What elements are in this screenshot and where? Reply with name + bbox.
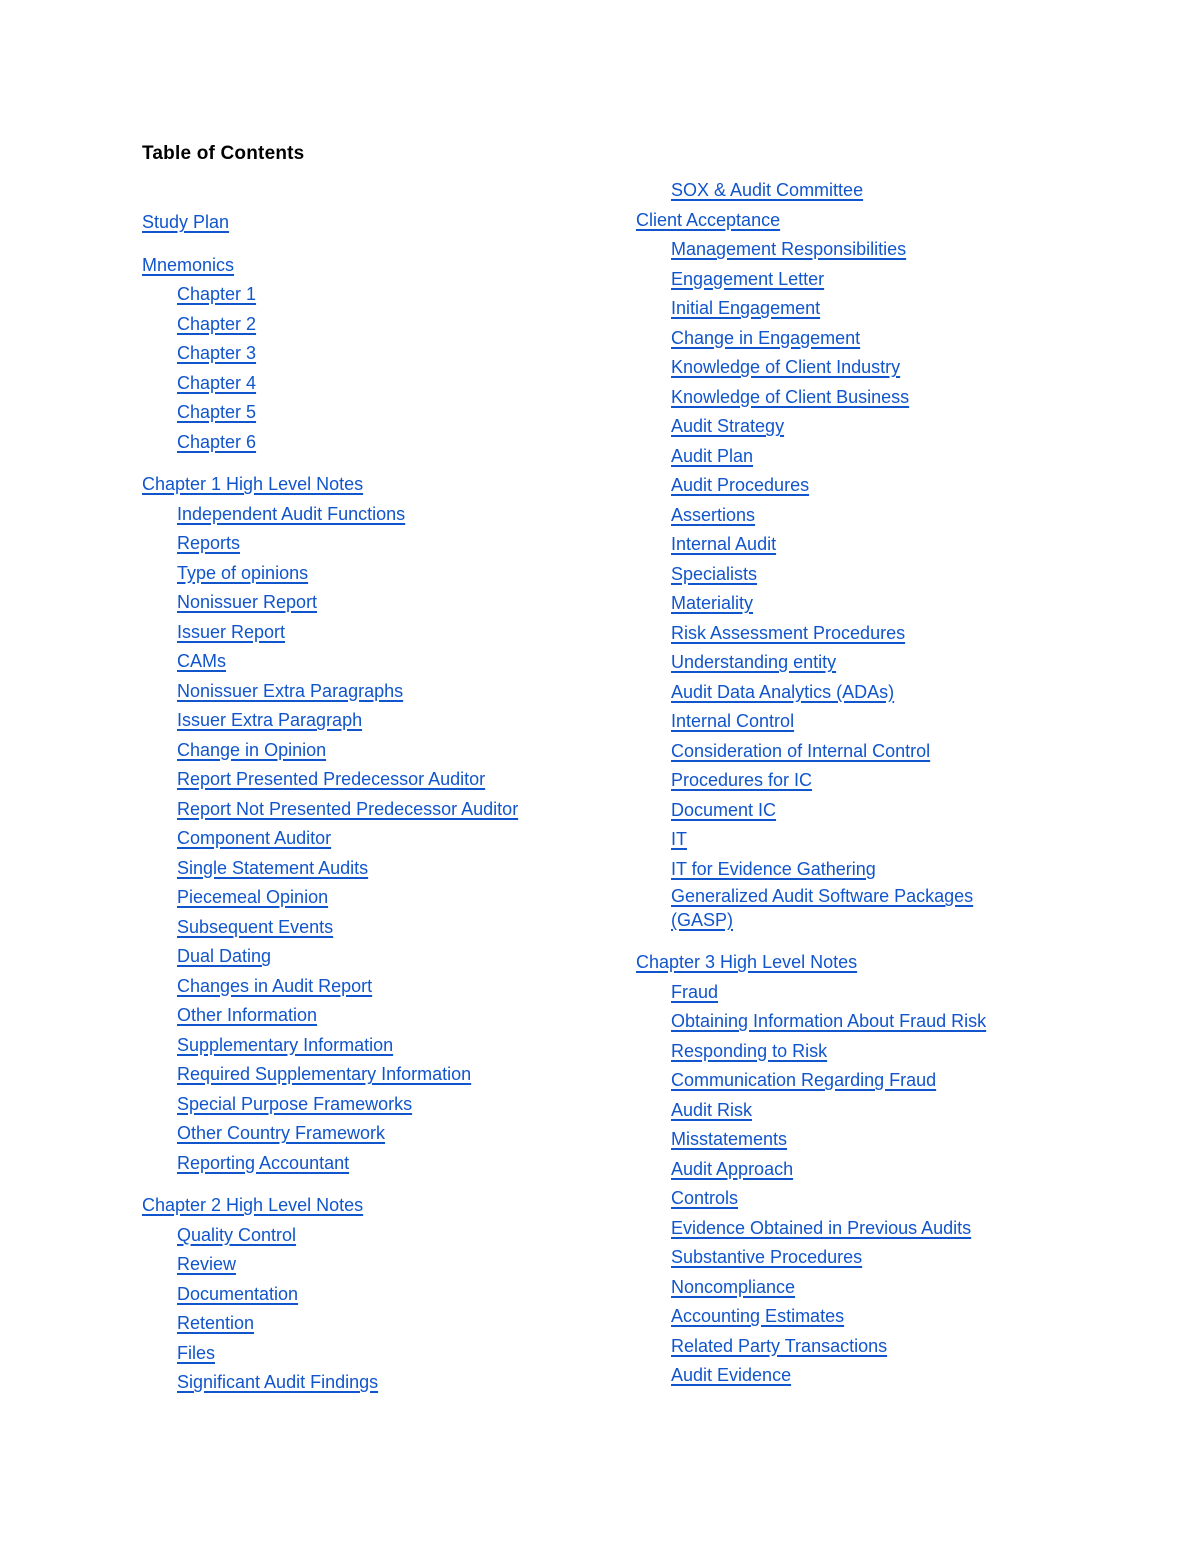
toc-link[interactable]: Report Not Presented Predecessor Auditor: [177, 798, 519, 819]
toc-link[interactable]: Related Party Transactions: [671, 1335, 888, 1356]
toc-link[interactable]: Documentation: [177, 1283, 299, 1304]
toc-link[interactable]: Substantive Procedures: [671, 1247, 863, 1267]
toc-link[interactable]: Knowledge of Client Business: [671, 386, 910, 407]
toc-link[interactable]: Communication Regarding Fraud: [671, 1070, 937, 1090]
toc-link-mnemonics-chapter-2[interactable]: Chapter 2: [177, 313, 257, 334]
toc-link[interactable]: Internal Audit: [671, 534, 777, 554]
toc-link[interactable]: Audit Plan: [671, 445, 754, 466]
toc-link[interactable]: Evidence Obtained in Previous Audits: [671, 1217, 972, 1238]
toc-link-mnemonics-chapter-1[interactable]: Chapter 1: [177, 284, 257, 304]
toc-link[interactable]: Fraud: [671, 981, 719, 1002]
toc-link[interactable]: Nonissuer Extra Paragraphs: [177, 680, 404, 701]
toc-link[interactable]: Significant Audit Findings: [177, 1372, 379, 1392]
toc-link[interactable]: Independent Audit Functions: [177, 503, 406, 524]
toc-link[interactable]: Controls: [671, 1188, 739, 1208]
toc-link[interactable]: Audit Data Analytics (ADAs): [671, 681, 895, 702]
toc-link[interactable]: Document IC: [671, 799, 777, 820]
toc-link-mnemonics-chapter-6[interactable]: Chapter 6: [177, 431, 257, 452]
toc-link-mnemonics-chapter-3[interactable]: Chapter 3: [177, 343, 257, 363]
toc-link[interactable]: Engagement Letter: [671, 268, 825, 289]
toc-link[interactable]: Consideration of Internal Control: [671, 740, 931, 761]
toc-link[interactable]: CAMs: [177, 651, 226, 671]
toc-link[interactable]: Supplementary Information: [177, 1034, 394, 1055]
toc-link[interactable]: Generalized Audit Software Packages (GASP): [671, 886, 974, 930]
toc-link[interactable]: Quality Control: [177, 1224, 297, 1245]
toc-link-mnemonics-chapter-5[interactable]: Chapter 5: [177, 402, 257, 422]
toc-link[interactable]: Assertions: [671, 504, 756, 525]
toc-link[interactable]: Obtaining Information About Fraud Risk: [671, 1011, 987, 1031]
toc-link[interactable]: Understanding entity: [671, 652, 837, 672]
toc-link[interactable]: Responding to Risk: [671, 1040, 828, 1061]
toc-link-client-acceptance[interactable]: Client Acceptance: [636, 209, 781, 230]
toc-link[interactable]: Materiality: [671, 593, 754, 613]
toc-link[interactable]: Risk Assessment Procedures: [671, 622, 906, 643]
toc-link[interactable]: Misstatements: [671, 1129, 788, 1149]
toc-link[interactable]: Audit Risk: [671, 1099, 753, 1120]
toc-link[interactable]: Nonissuer Report: [177, 592, 318, 612]
toc-link[interactable]: Type of opinions: [177, 562, 309, 583]
toc-link[interactable]: Required Supplementary Information: [177, 1064, 472, 1084]
toc-link[interactable]: Single Statement Audits: [177, 857, 369, 878]
toc-link[interactable]: IT for Evidence Gathering: [671, 858, 876, 879]
toc-link[interactable]: Audit Procedures: [671, 475, 810, 495]
toc-link-mnemonics[interactable]: Mnemonics: [142, 254, 235, 275]
toc-link[interactable]: Audit Approach: [671, 1158, 794, 1179]
toc-link[interactable]: Audit Strategy: [671, 416, 785, 436]
toc-link[interactable]: Procedures for IC: [671, 770, 813, 790]
toc-link[interactable]: Noncompliance: [671, 1276, 796, 1297]
toc-link-mnemonics-chapter-4[interactable]: Chapter 4: [177, 372, 257, 393]
toc-link[interactable]: Internal Control: [671, 711, 795, 731]
toc-link[interactable]: Reports: [177, 533, 241, 553]
toc-link[interactable]: Accounting Estimates: [671, 1306, 845, 1326]
toc-link[interactable]: Reporting Accountant: [177, 1152, 350, 1173]
toc-link[interactable]: Review: [177, 1254, 237, 1274]
toc-link[interactable]: Knowledge of Client Industry: [671, 357, 901, 377]
toc-link[interactable]: IT: [671, 829, 687, 849]
toc-link[interactable]: Issuer Report: [177, 621, 286, 642]
toc-link[interactable]: Other Information: [177, 1005, 318, 1025]
toc-link[interactable]: Subsequent Events: [177, 916, 334, 937]
page-title: Table of Contents: [142, 143, 305, 164]
toc-link[interactable]: SOX & Audit Committee: [671, 180, 864, 200]
toc-left-column: [142, 208, 602, 1398]
toc-link-study-plan[interactable]: Study Plan: [142, 212, 230, 232]
toc-link[interactable]: Retention: [177, 1313, 255, 1333]
toc-link[interactable]: Component Auditor: [177, 828, 332, 848]
toc-link[interactable]: Issuer Extra Paragraph: [177, 710, 363, 730]
toc-link-chapter-2-notes[interactable]: Chapter 2 High Level Notes: [142, 1195, 364, 1215]
toc-link[interactable]: Audit Evidence: [671, 1365, 792, 1385]
toc-link[interactable]: Change in Opinion: [177, 739, 327, 760]
toc-link[interactable]: Specialists: [671, 563, 758, 584]
toc-link[interactable]: Report Presented Predecessor Auditor: [177, 769, 486, 789]
toc-link[interactable]: Special Purpose Frameworks: [177, 1093, 413, 1114]
toc-link[interactable]: Piecemeal Opinion: [177, 887, 329, 907]
toc-link[interactable]: Changes in Audit Report: [177, 975, 373, 996]
toc-link[interactable]: Initial Engagement: [671, 298, 821, 318]
toc-link[interactable]: Files: [177, 1342, 216, 1363]
toc-link-chapter-3-notes[interactable]: Chapter 3 High Level Notes: [636, 952, 858, 972]
toc-link[interactable]: Change in Engagement: [671, 327, 861, 348]
toc-link-chapter-1-notes[interactable]: Chapter 1 High Level Notes: [142, 474, 364, 494]
toc-right-column: [636, 176, 1056, 1391]
toc-link[interactable]: Other Country Framework: [177, 1123, 386, 1143]
toc-link[interactable]: Dual Dating: [177, 946, 272, 966]
toc-link[interactable]: Management Responsibilities: [671, 239, 907, 259]
